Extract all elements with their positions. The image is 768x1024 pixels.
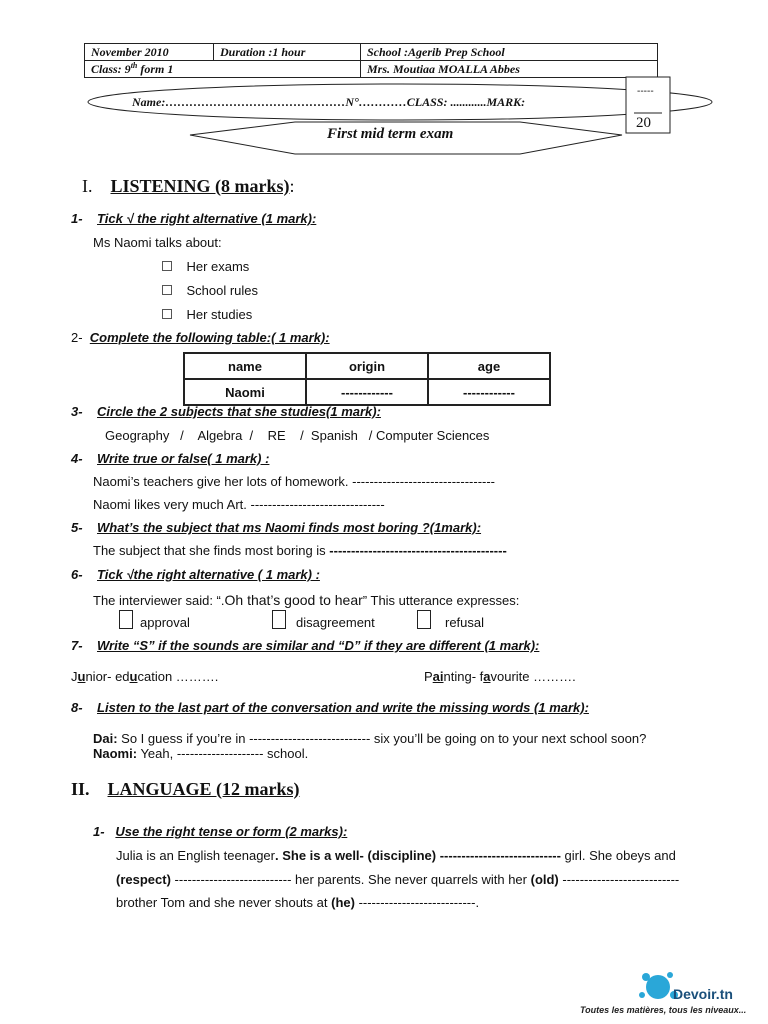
q8-heading: 8- Listen to the last part of the conversation and write the missing words (1 mark): — [71, 700, 589, 715]
class-info: Class: 9th form 1 — [85, 61, 361, 78]
s2-q1-line-1: Julia is an English teenager. She is a well- (discipline) ---------------------------- girl. She obeys and — [116, 848, 676, 863]
q1-option-2[interactable]: School rules — [162, 283, 258, 298]
q1-option-3[interactable]: Her studies — [162, 307, 252, 322]
q5-answer-line: The subject that she finds most boring is ----------------------------------------- — [93, 543, 507, 558]
table-header: age — [428, 353, 550, 379]
q2-heading: 2- Complete the following table:( 1 mark): — [71, 330, 330, 345]
q4-heading: 4- Write true or false( 1 mark) : — [71, 451, 270, 466]
q8-dai-line: Dai: So I guess if you’re in ---------------------------- six you’ll be going on to your next school soon? — [93, 731, 647, 746]
watermark-logo: Devoir.tn — [673, 986, 733, 1002]
q4-statement-1: Naomi’s teachers give her lots of homework. --------------------------------- — [93, 474, 496, 489]
q7-pair-1: Junior- education ………. — [71, 669, 219, 684]
q3-subjects: Geography / Algebra / RE / Spanish / Computer Sciences — [105, 428, 490, 443]
q7-heading: 7- Write “S” if the sounds are similar and “D” if they are different (1 mark): — [71, 638, 540, 653]
teacher-name: Mrs. Moutiaa MOALLA Abbes — [361, 61, 658, 78]
mark-total: 20 — [636, 115, 651, 131]
q6-option-disagreement[interactable] — [272, 610, 286, 632]
name-line: Name:………………………………………N°…………CLASS: ............MARK: — [132, 95, 526, 109]
header-shapes — [0, 0, 768, 170]
exam-title: First mid term exam — [327, 126, 454, 142]
table-cell: Naomi — [184, 379, 306, 405]
table-header: origin — [306, 353, 428, 379]
q1-intro: Ms Naomi talks about: — [93, 235, 222, 250]
q6-option-approval[interactable] — [119, 610, 133, 632]
s2-q1-line-2: (respect) --------------------------- her parents. She never quarrels with her (old) --------------------------- — [116, 872, 680, 887]
s2-q1-line-3: brother Tom and she never shouts at (he) ---------------------------. — [116, 895, 480, 910]
checkbox-icon — [417, 610, 431, 629]
q1-heading: 1- Tick √ the right alternative (1 mark): — [71, 211, 317, 226]
table-cell[interactable]: ------------ — [306, 379, 428, 405]
q5-heading: 5- What’s the subject that ms Naomi finds most boring ?(1mark): — [71, 520, 482, 535]
q1-option-1[interactable]: Her exams — [162, 259, 249, 274]
q2-table — [183, 352, 551, 406]
q6-prompt: The interviewer said: “.Oh that’s good to hear” This utterance expresses: — [93, 592, 520, 608]
checkbox-icon — [272, 610, 286, 629]
q6-option-refusal[interactable] — [417, 610, 431, 632]
exam-date: November 2010 — [85, 44, 214, 61]
q6-heading: 6- Tick √the right alternative ( 1 mark) : — [71, 567, 320, 582]
s2-q1-heading: 1- Use the right tense or form (2 marks): — [93, 824, 348, 839]
q3-heading: 3- Circle the 2 subjects that she studies(1 mark): — [71, 404, 381, 419]
section2-heading: II. LANGUAGE (12 marks) — [71, 779, 300, 799]
q8-naomi-line: Naomi: Yeah, -------------------- school. — [93, 746, 309, 761]
watermark-tagline: Toutes les matières, tous les niveaux... — [580, 1005, 747, 1015]
school-name: School :Agerib Prep School — [361, 44, 658, 61]
q7-pair-2: Painting- favourite ………. — [424, 669, 576, 684]
checkbox-icon — [162, 285, 172, 295]
checkbox-icon — [162, 261, 172, 271]
table-header: name — [184, 353, 306, 379]
q6-label-approval: approval — [140, 615, 190, 630]
q6-label-disagreement: disagreement — [296, 615, 375, 630]
q4-statement-2: Naomi likes very much Art. ------------------------------- — [93, 497, 385, 512]
mark-dash: ----- — [637, 86, 654, 97]
checkbox-icon — [119, 610, 133, 629]
exam-duration: Duration :1 hour — [214, 44, 361, 61]
checkbox-icon — [162, 309, 172, 319]
section1-heading: I. LISTENING (8 marks): — [82, 176, 295, 196]
q6-label-refusal: refusal — [445, 615, 485, 630]
table-cell[interactable]: ------------ — [428, 379, 550, 405]
